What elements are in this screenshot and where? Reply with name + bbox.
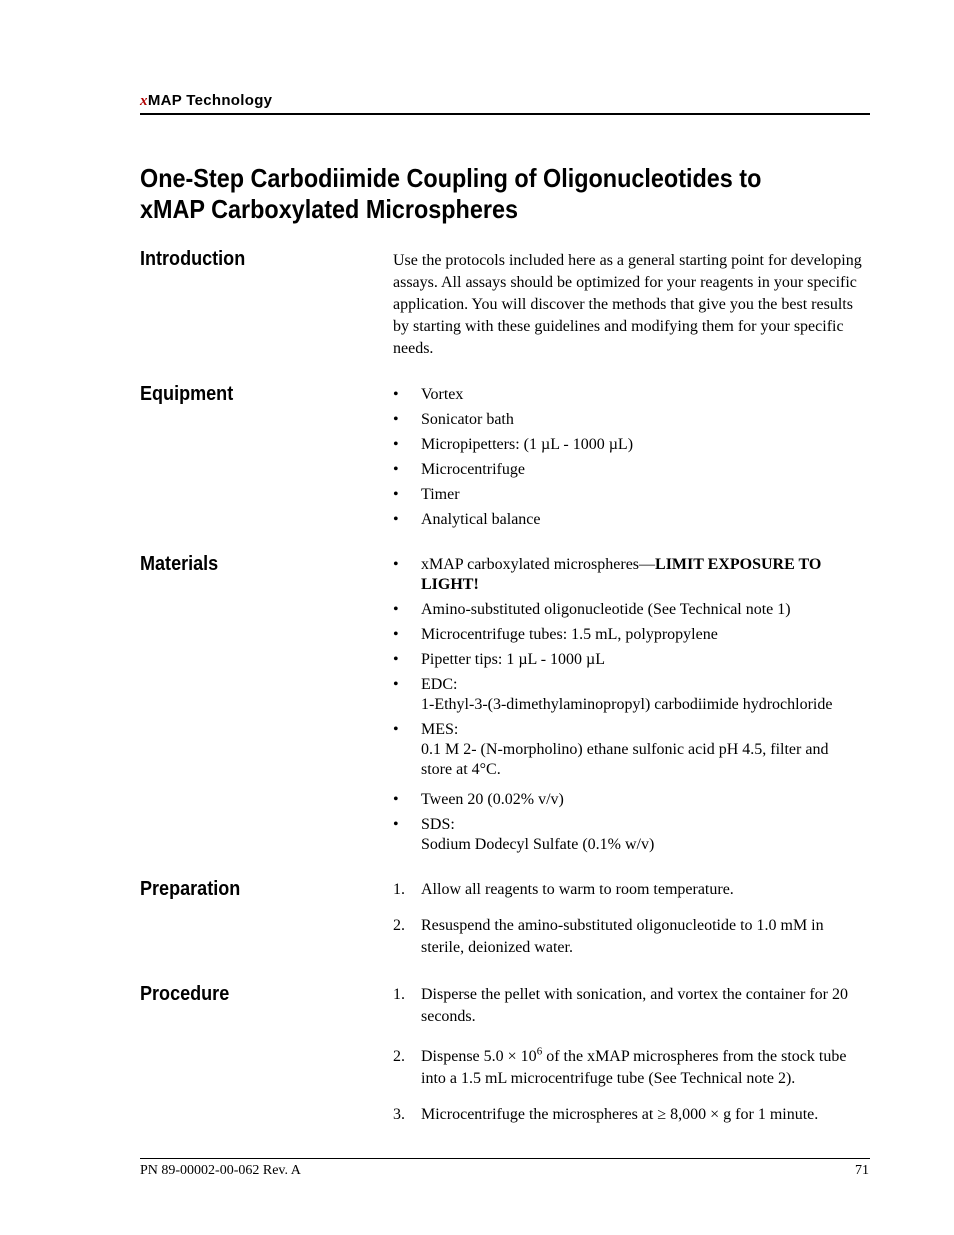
material-item: xMAP carboxylated microspheres— <box>421 556 656 573</box>
list-item <box>393 650 863 670</box>
bullet: • <box>393 651 399 668</box>
warning-text: LIMIT EXPOSURE TO LIGHT! <box>421 556 822 593</box>
equipment-heading: Equipment <box>140 382 234 405</box>
list-item <box>393 720 863 780</box>
material-item: Microcentrifuge tubes: 1.5 mL, polypropylene <box>421 626 718 643</box>
list-item <box>393 460 863 480</box>
material-item: Pipetter tips: 1 µL - 1000 µL <box>421 651 606 668</box>
list-item <box>393 984 863 1028</box>
procedure-steps <box>393 984 863 1126</box>
list-item <box>393 790 863 810</box>
bullet: • <box>393 486 399 503</box>
material-description: Sodium Dodecyl Sulfate (0.1% w/v) <box>421 836 655 853</box>
preparation-heading: Preparation <box>140 877 241 900</box>
bullet: • <box>393 721 399 738</box>
procedure-heading: Procedure <box>140 982 230 1005</box>
materials-list <box>393 555 863 860</box>
step-number: 3. <box>393 1106 405 1123</box>
bullet: • <box>393 626 399 643</box>
step-text: Resuspend the amino-substituted oligonucleotide to 1.0 mM in sterile, deionized water. <box>421 917 824 956</box>
material-label: SDS: <box>421 816 455 833</box>
bullet: • <box>393 791 399 808</box>
equipment-item: Timer <box>421 486 460 503</box>
material-item: Amino-substituted oligonucleotide (See Technical note 1) <box>421 601 791 618</box>
list-item <box>393 600 863 620</box>
material-description: 1-Ethyl-3-(3-dimethylaminopropyl) carbodiimide hydrochloride <box>421 696 833 713</box>
material-item: Tween 20 (0.02% v/v) <box>421 791 564 808</box>
brand-x: x <box>140 93 148 109</box>
step-number: 1. <box>393 881 405 898</box>
bullet: • <box>393 386 399 403</box>
introduction-text: Use the protocols included here as a general starting point for developing assays. All assays should be optimized for your reagents in your specific application. You will discover the methods that give you the best results by starting with these guidelines and modifying them for your specific needs. <box>393 252 862 357</box>
equipment-list <box>393 385 863 535</box>
equipment-item: Vortex <box>421 386 464 403</box>
exponent: 6 <box>536 1045 543 1058</box>
bullet: • <box>393 676 399 693</box>
list-item <box>393 510 863 530</box>
header-rule <box>140 113 870 115</box>
page-title: One-Step Carbodiimide Coupling of Oligonucleotides to xMAP Carboxylated Microspheres <box>140 163 762 224</box>
equipment-item: Micropipetters: (1 µL - 1000 µL) <box>421 436 634 453</box>
page-number: 71 <box>855 1163 869 1178</box>
material-label: EDC: <box>421 676 458 693</box>
step-text: Allow all reagents to warm to room temperature. <box>421 881 734 898</box>
bullet: • <box>393 511 399 528</box>
step-text: Disperse the pellet with sonication, and vortex the container for 20 seconds. <box>421 986 848 1025</box>
list-item <box>393 675 863 715</box>
step-number: 2. <box>393 917 405 934</box>
material-description: 0.1 M 2- (N-morpholino) ethane sulfonic acid pH 4.5, filter and store at 4°C. <box>421 741 829 778</box>
list-item <box>393 815 863 855</box>
equipment-item: Sonicator bath <box>421 411 514 428</box>
equipment-item: Microcentrifuge <box>421 461 525 478</box>
preparation-steps <box>393 879 863 959</box>
list-item <box>393 385 863 405</box>
bullet: • <box>393 411 399 428</box>
bullet: • <box>393 556 399 573</box>
materials-heading: Materials <box>140 552 219 575</box>
step-text: Microcentrifuge the microspheres at ≥ 8,000 × g for 1 minute. <box>421 1106 819 1123</box>
part-number: PN 89-00002-00-062 Rev. A <box>140 1163 301 1178</box>
material-label: MES: <box>421 721 459 738</box>
step-text-cont: of the xMAP microspheres from the stock tube into a 1.5 mL microcentrifuge tube (See Technical note 2). <box>421 1048 847 1087</box>
bullet: • <box>393 601 399 618</box>
list-item <box>393 435 863 455</box>
list-item <box>393 625 863 645</box>
list-item <box>393 410 863 430</box>
footer-rule <box>140 1158 870 1159</box>
running-header <box>140 92 272 110</box>
list-item <box>393 1046 863 1090</box>
list-item <box>393 1104 863 1126</box>
step-text: Dispense 5.0 × 10 <box>421 1048 537 1065</box>
bullet: • <box>393 461 399 478</box>
introduction-heading: Introduction <box>140 247 246 270</box>
brand-rest: MAP Technology <box>147 92 273 109</box>
step-number: 1. <box>393 986 405 1003</box>
bullet: • <box>393 436 399 453</box>
step-number: 2. <box>393 1048 405 1065</box>
bullet: • <box>393 816 399 833</box>
list-item <box>393 485 863 505</box>
list-item <box>393 555 863 595</box>
list-item <box>393 915 863 959</box>
list-item <box>393 879 863 901</box>
equipment-item: Analytical balance <box>421 511 541 528</box>
